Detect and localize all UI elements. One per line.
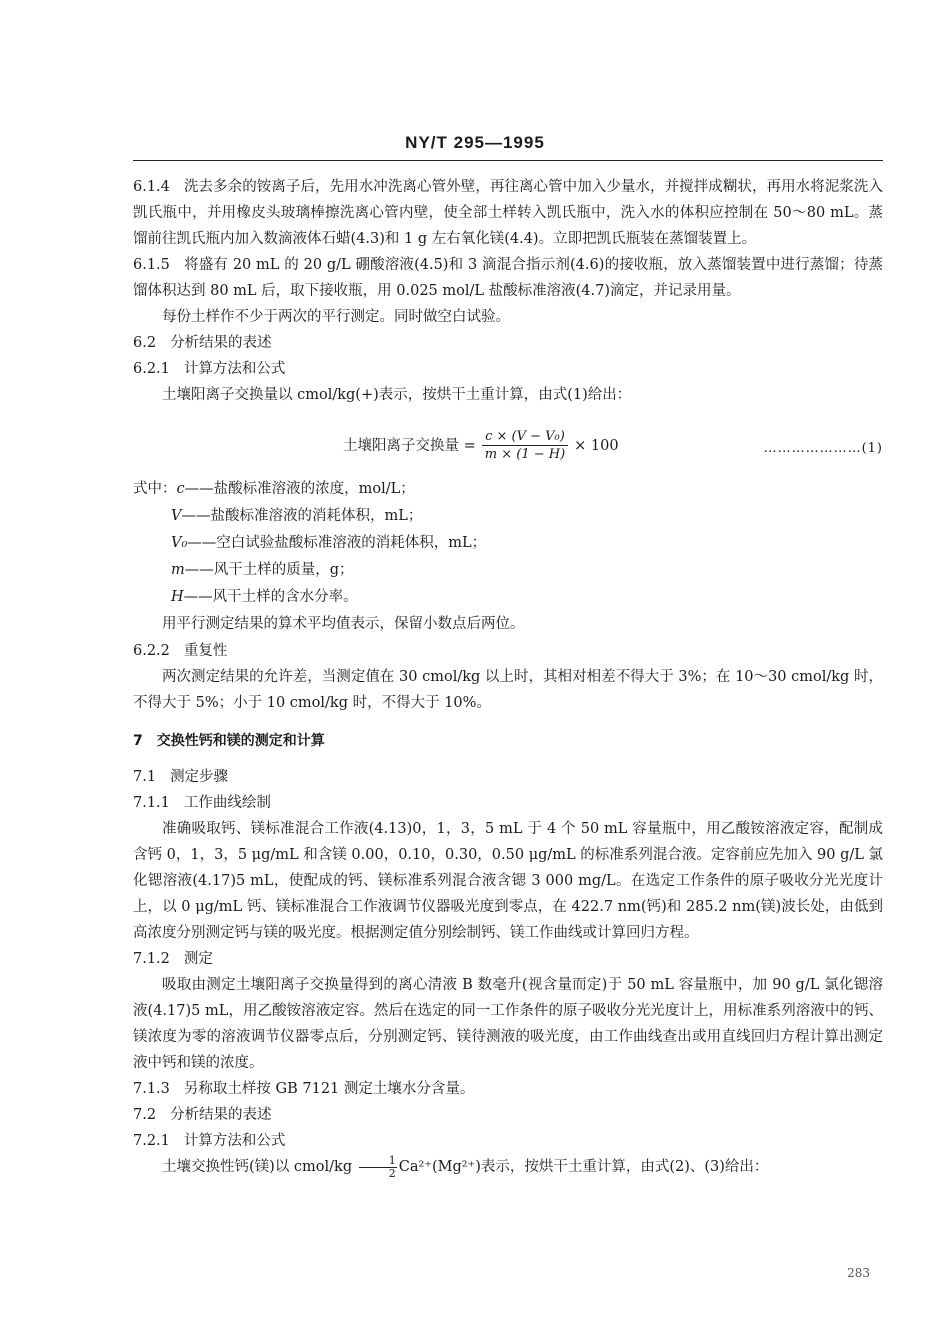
- heading-7: [133, 728, 883, 754]
- formula-lhs: 土壤阳离子交换量 =: [343, 437, 476, 454]
- clause-number: 7.2.1: [133, 1133, 170, 1149]
- variable-item: [133, 476, 883, 503]
- clause-number: 7.1.3: [133, 1081, 170, 1097]
- header-rule: [133, 160, 883, 161]
- variable-desc: ——风干土样的质量，g；: [184, 562, 354, 578]
- clause-text: 另称取土样按 GB 7121 测定土壤水分含量。: [183, 1081, 475, 1097]
- intro-text: 土壤交换性钙(镁)以 cmol/kg: [162, 1159, 353, 1175]
- heading-7-1-2: [133, 946, 883, 972]
- variable-symbol: m: [171, 562, 185, 578]
- clause-number: 7.1.1: [133, 795, 170, 811]
- variable-item: [133, 503, 883, 530]
- paragraph-6-1-5: [133, 252, 883, 304]
- clause-number: 6.2.2: [133, 643, 170, 659]
- variable-desc: ——风干土样的含水分率。: [183, 589, 358, 605]
- variable-item: [133, 530, 883, 557]
- clause-text: 洗去多余的铵离子后，先用水冲洗离心管外壁，再往离心管中加入少量水，并搅拌成糊状，再用水将泥浆洗入凯氏瓶中，并用橡皮头玻璃棒擦洗离心管内壁，使全部土样转入凯氏瓶中，洗入水的体积应控制在 50～80 mL。蒸馏前往凯氏瓶内加入数滴液体石蜡(4.3)和 1 g 左右氧化镁(4.4)。立即把凯氏瓶装在蒸馏装置上。: [133, 179, 883, 247]
- heading-7-1: [133, 764, 883, 790]
- clause-number: 6.1.4: [133, 179, 170, 195]
- intro-text: Ca²⁺(Mg²⁺)表示，按烘干土重计算，由式(2)、(3)给出：: [398, 1159, 769, 1175]
- heading-7-2: [133, 1102, 883, 1128]
- clause-title: 分析结果的表述: [170, 1107, 272, 1123]
- clause-title: 计算方法和公式: [183, 361, 286, 377]
- equation-number: …………………(1): [763, 441, 883, 456]
- clause-title: 重复性: [183, 643, 228, 659]
- clause-text: 将盛有 20 mL 的 20 g/L 硼酸溶液(4.5)和 3 滴混合指示剂(4.6)的接收瓶，放入蒸馏装置中进行蒸馏；待蒸馏体积达到 80 mL 后，取下接收瓶，用 0.025 mol/L 盐酸标准溶液(4.7)滴定，并记录用量。: [133, 257, 883, 299]
- clause-title: 交换性钙和镁的测定和计算: [156, 733, 325, 749]
- result-precision-note: 用平行测定结果的算术平均值表示，保留小数点后两位。: [162, 616, 525, 632]
- calibration-text: 准确吸取钙、镁标准混合工作液(4.13)0，1，3，5 mL 于 4 个 50 mL 容量瓶中，用乙酸铵溶液定容，配制成含钙 0，1，3，5 μg/mL 和含镁 0.00，0.10，0.30，0.50 μg/mL 的标准系列混合液。定容前应先加入 90 g/L 氯化锶溶液(4.17)5 mL，使配成的钙、镁标准系列混合液含锶 3 000 mg/L。在选定工作条件的原子吸收分光光度计上，以 0 μg/mL 钙、镁标准混合工作液调节仪器吸光度到零点，在 422.7 nm(钙)和 285.2 nm(镁)波长处，由低到高浓度分别测定钙与镁的吸光度。根据测定值分别绘制钙、镁工作曲线或计算回归方程。: [133, 821, 883, 941]
- clause-number: 7.1.2: [133, 951, 170, 967]
- heading-6-2-2: [133, 638, 883, 664]
- heading-6-2-1: [133, 356, 883, 382]
- clause-title: 分析结果的表述: [170, 335, 272, 351]
- formula-intro: 土壤阳离子交换量以 cmol/kg(+)表示，按烘干土重计算，由式(1)给出：: [162, 387, 632, 403]
- clause-title: 工作曲线绘制: [183, 795, 271, 811]
- variable-desc: ——盐酸标准溶液的消耗体积，mL；: [181, 508, 423, 524]
- heading-7-1-1: [133, 790, 883, 816]
- variable-symbol: V₀: [171, 535, 188, 551]
- variable-list: [133, 476, 883, 638]
- variable-symbol: V: [171, 508, 182, 524]
- formula-numerator: c × (V − V₀): [482, 428, 568, 446]
- paragraph-6-1-4: [133, 174, 883, 252]
- variable-symbol: c: [176, 481, 185, 497]
- standard-header: NY/T 295—1995: [405, 133, 545, 152]
- paragraph-7-1-3: [133, 1076, 883, 1102]
- measurement-text: 吸取由测定土壤阳离子交换量得到的离心清液 B 数毫升(视含量而定)于 50 mL 容量瓶中，加 90 g/L 氯化锶溶液(4.17)5 mL，用乙酸铵溶液定容。然后在选定的同一工作条件的原子吸收分光光度计上，用标准系列溶液中的钙、镁浓度为零的溶液调节仪器零点后，分别测定钙、镁待测液的吸光度，由工作曲线查出或用直线回归方程计算出测定液中钙和镁的浓度。: [133, 977, 883, 1071]
- variable-desc: ——空白试验盐酸标准溶液的消耗体积，mL；: [187, 535, 487, 551]
- clause-number: 6.1.5: [133, 257, 170, 273]
- formula-factor: × 100: [574, 437, 619, 454]
- variable-desc: ——盐酸标准溶液的浓度，mol/L；: [184, 481, 415, 497]
- variable-item: [133, 584, 883, 611]
- half-fraction: [359, 1155, 397, 1180]
- clause-number: 7.2: [133, 1107, 157, 1123]
- clause-number: 7.1: [133, 769, 157, 785]
- clause-number: 7: [133, 733, 143, 749]
- variable-prefix: 式中：: [133, 481, 177, 497]
- fraction-denominator: 2: [388, 1166, 396, 1180]
- formula-2-intro: [133, 1154, 883, 1180]
- repeatability-text: 两次测定结果的允许差，当测定值在 30 cmol/kg 以上时，其相对相差不得大于 3%；在 10～30 cmol/kg 时，不得大于 5%；小于 10 cmol/kg 时，不得大于 10%。: [133, 669, 883, 711]
- clause-title: 测定: [183, 951, 213, 967]
- document-body: [133, 174, 883, 1180]
- page-number: 283: [847, 1266, 870, 1280]
- variable-item: [133, 557, 883, 584]
- formula-denominator: m × (1 − H): [484, 447, 566, 462]
- formula-fraction: [482, 428, 568, 463]
- formula-expression: [343, 428, 619, 463]
- heading-6-2: [133, 330, 883, 356]
- formula-1: [133, 424, 883, 470]
- clause-title: 计算方法和公式: [183, 1133, 286, 1149]
- fraction-numerator: 1: [359, 1155, 397, 1168]
- variable-symbol: H: [171, 589, 184, 605]
- clause-number: 6.2: [133, 335, 157, 351]
- clause-title: 测定步骤: [170, 769, 229, 785]
- heading-7-2-1: [133, 1128, 883, 1154]
- clause-number: 6.2.1: [133, 361, 170, 377]
- parallel-test-note: 每份土样作不少于两次的平行测定。同时做空白试验。: [162, 309, 510, 325]
